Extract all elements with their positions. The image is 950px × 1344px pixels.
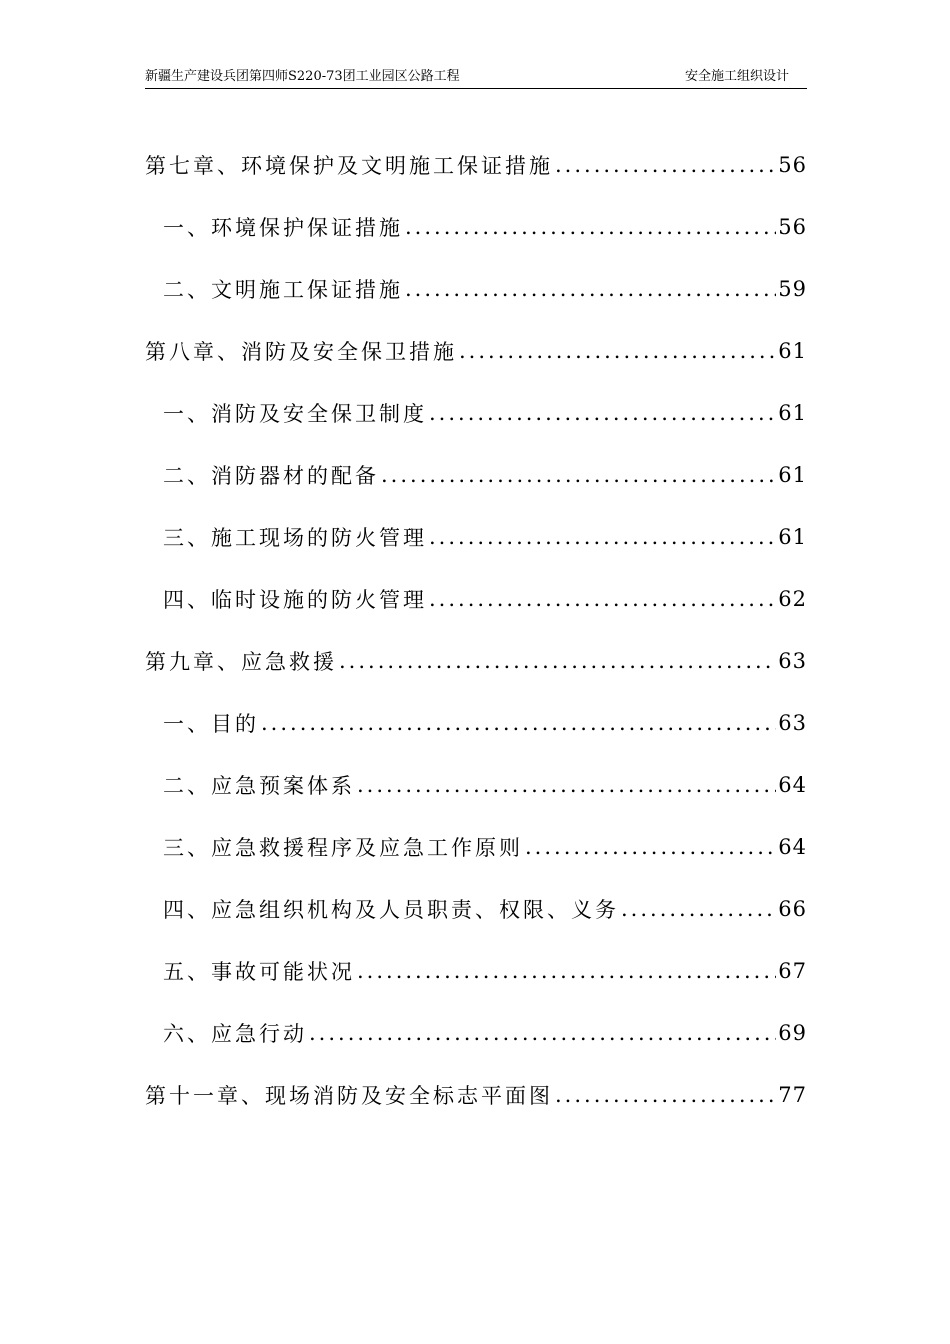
toc-page-number: 66	[778, 897, 807, 921]
toc-dot-leader	[555, 153, 776, 177]
toc-entry-title: 四、临时设施的防火管理	[163, 588, 427, 612]
toc-section-entry[interactable]	[145, 692, 807, 754]
toc-dot-leader	[357, 773, 776, 797]
toc-entry-title: 二、消防器材的配备	[163, 464, 379, 488]
toc-section-entry[interactable]	[145, 196, 807, 258]
toc-page-number: 56	[778, 215, 807, 239]
toc-chapter-entry[interactable]	[145, 320, 807, 382]
toc-entry-title: 五、事故可能状况	[163, 960, 355, 984]
toc-chapter-entry[interactable]	[145, 630, 807, 692]
toc-section-entry[interactable]	[145, 258, 807, 320]
toc-dot-leader	[261, 711, 776, 735]
toc-chapter-entry[interactable]	[145, 134, 807, 196]
table-of-contents	[145, 134, 807, 1126]
toc-section-entry[interactable]	[145, 506, 807, 568]
toc-section-entry[interactable]	[145, 878, 807, 940]
toc-page-number: 64	[778, 773, 807, 797]
toc-page-number: 61	[778, 463, 807, 487]
toc-dot-leader	[621, 897, 776, 921]
toc-page-number: 67	[778, 959, 807, 983]
toc-dot-leader	[405, 277, 776, 301]
toc-dot-leader	[357, 959, 776, 983]
toc-dot-leader	[309, 1021, 776, 1045]
toc-section-entry[interactable]	[145, 568, 807, 630]
toc-dot-leader	[429, 587, 776, 611]
toc-page-number: 61	[778, 339, 807, 363]
toc-entry-title: 二、文明施工保证措施	[163, 278, 403, 302]
toc-section-entry[interactable]	[145, 816, 807, 878]
toc-entry-title: 三、施工现场的防火管理	[163, 526, 427, 550]
toc-entry-title: 第八章、消防及安全保卫措施	[145, 340, 457, 364]
toc-section-entry[interactable]	[145, 382, 807, 444]
toc-section-entry[interactable]	[145, 940, 807, 1002]
toc-page-number: 63	[778, 649, 807, 673]
toc-entry-title: 三、应急救援程序及应急工作原则	[163, 836, 523, 860]
toc-entry-title: 六、应急行动	[163, 1022, 307, 1046]
toc-page-number: 56	[778, 153, 807, 177]
toc-page-number: 62	[778, 587, 807, 611]
toc-chapter-entry[interactable]	[145, 1064, 807, 1126]
toc-page-number: 69	[778, 1021, 807, 1045]
page-header	[145, 64, 807, 89]
toc-dot-leader	[339, 649, 776, 673]
toc-entry-title: 第七章、环境保护及文明施工保证措施	[145, 154, 553, 178]
toc-entry-title: 第九章、应急救援	[145, 650, 337, 674]
header-document-type: 安全施工组织设计	[684, 69, 789, 84]
toc-dot-leader	[405, 215, 776, 239]
toc-dot-leader	[381, 463, 776, 487]
toc-section-entry[interactable]	[145, 1002, 807, 1064]
toc-dot-leader	[525, 835, 776, 859]
toc-entry-title: 一、环境保护保证措施	[163, 216, 403, 240]
toc-dot-leader	[459, 339, 776, 363]
toc-dot-leader	[429, 401, 776, 425]
toc-dot-leader	[555, 1083, 776, 1107]
toc-section-entry[interactable]	[145, 444, 807, 506]
toc-dot-leader	[429, 525, 776, 549]
toc-entry-title: 第十一章、现场消防及安全标志平面图	[145, 1084, 553, 1108]
toc-entry-title: 四、应急组织机构及人员职责、权限、义务	[163, 898, 619, 922]
toc-page-number: 64	[778, 835, 807, 859]
toc-page-number: 63	[778, 711, 807, 735]
header-project-title: 新疆生产建设兵团第四师S220-73团工业园区公路工程	[145, 69, 460, 84]
toc-page-number: 59	[778, 277, 807, 301]
toc-entry-title: 一、消防及安全保卫制度	[163, 402, 427, 426]
toc-section-entry[interactable]	[145, 754, 807, 816]
toc-entry-title: 一、目的	[163, 712, 259, 736]
toc-page-number: 61	[778, 525, 807, 549]
toc-entry-title: 二、应急预案体系	[163, 774, 355, 798]
toc-page-number: 77	[778, 1083, 807, 1107]
toc-page-number: 61	[778, 401, 807, 425]
